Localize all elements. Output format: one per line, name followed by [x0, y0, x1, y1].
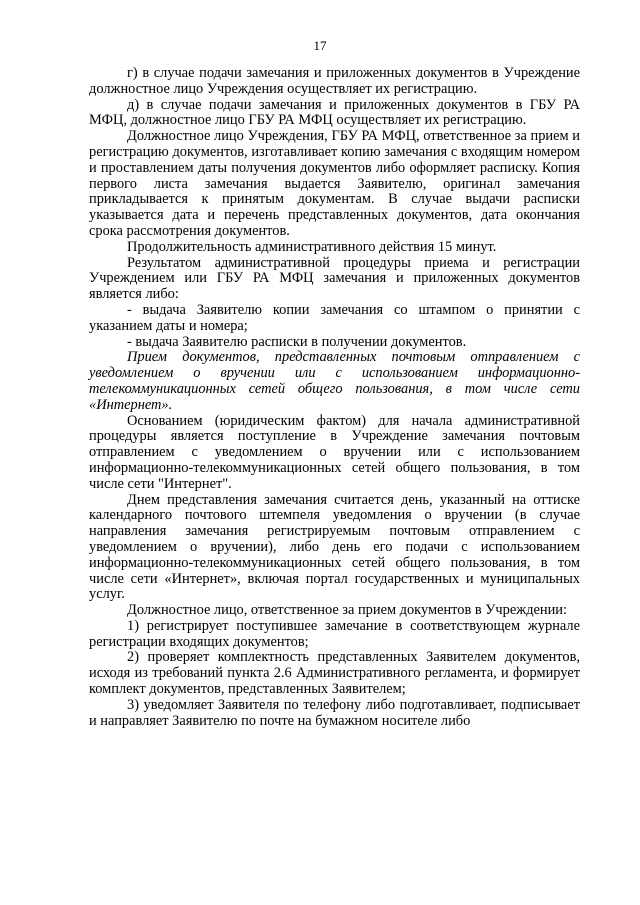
body-paragraph: - выдача Заявителю расписки в получении документов. [127, 333, 467, 350]
document-body [89, 66, 580, 729]
body-paragraph: д) в случае подачи замечания и приложенных документов в ГБУ РА МФЦ, должностное лицо ГБУ РА МФЦ осуществляет их регистрацию. [89, 96, 580, 129]
body-paragraph: Должностное лицо, ответственное за прием документов в Учреждении: [127, 602, 568, 619]
page-number: 17 [313, 38, 327, 53]
body-paragraph: Должностное лицо Учреждения, ГБУ РА МФЦ, ответственное за прием и регистрацию документов, изготавливает копию замечания с входящим номером и проставлением даты получения документов либо оформляет расписку. Копия первого листа замечания выдается Заявителю, оригинал замечания прикладывается к принятым документам. В случае выдачи расписки указывается дата и перечень представленных документов, дата окончания срока рассмотрения документов. [89, 128, 580, 239]
body-paragraph: Основанием (юридическим фактом) для начала административной процедуры является поступление в Учреждение замечания почтовым отправлением с уведомлением о вручении или с использованием информационно-телекоммуникационных сетей общего пользования, в том числе сети "Интернет". [89, 412, 580, 492]
body-paragraph: 3) уведомляет Заявителя по телефону либо подготавливает, подписывает и направляет Заявителю по почте на бумажном носителе либо [89, 696, 580, 729]
body-paragraph: Продолжительность административного действия 15 минут. [127, 238, 497, 255]
body-paragraph: Днем представления замечания считается день, указанный на оттиске календарного почтового штемпеля уведомления о вручении (в случае направления замечания регистрируемым почтовым отправлением с уведомлением о вручении), либо день его подачи с использованием информационно-телекоммуникационных сетей общего пользования, в том числе сети «Интернет», включая портал государственных и муниципальных услуг. [89, 491, 580, 603]
body-paragraph: 1) регистрирует поступившее замечание в соответствующем журнале регистрации входящих документов; [89, 617, 580, 650]
body-paragraph: Результатом административной процедуры приема и регистрации Учреждением или ГБУ РА МФЦ замечания и приложенных документов является либо: [89, 254, 580, 303]
section-heading-paragraph: Прием документов, представленных почтовым отправлением с уведомлением о вручении или с использованием информационно-телекоммуникационных сетей общего пользования, в том числе сети «Интернет». [89, 349, 580, 413]
body-paragraph: г) в случае подачи замечания и приложенных документов в Учреждение должностное лицо Учреждения осуществляет их регистрацию. [89, 65, 580, 97]
body-paragraph: 2) проверяет комплектность представленных Заявителем документов, исходя из требований пункта 2.6 Административного регламента, и формирует комплект документов, представленных Заявителем; [89, 649, 580, 698]
body-paragraph: - выдача Заявителю копии замечания со штампом о принятии с указанием даты и номера; [89, 301, 580, 334]
